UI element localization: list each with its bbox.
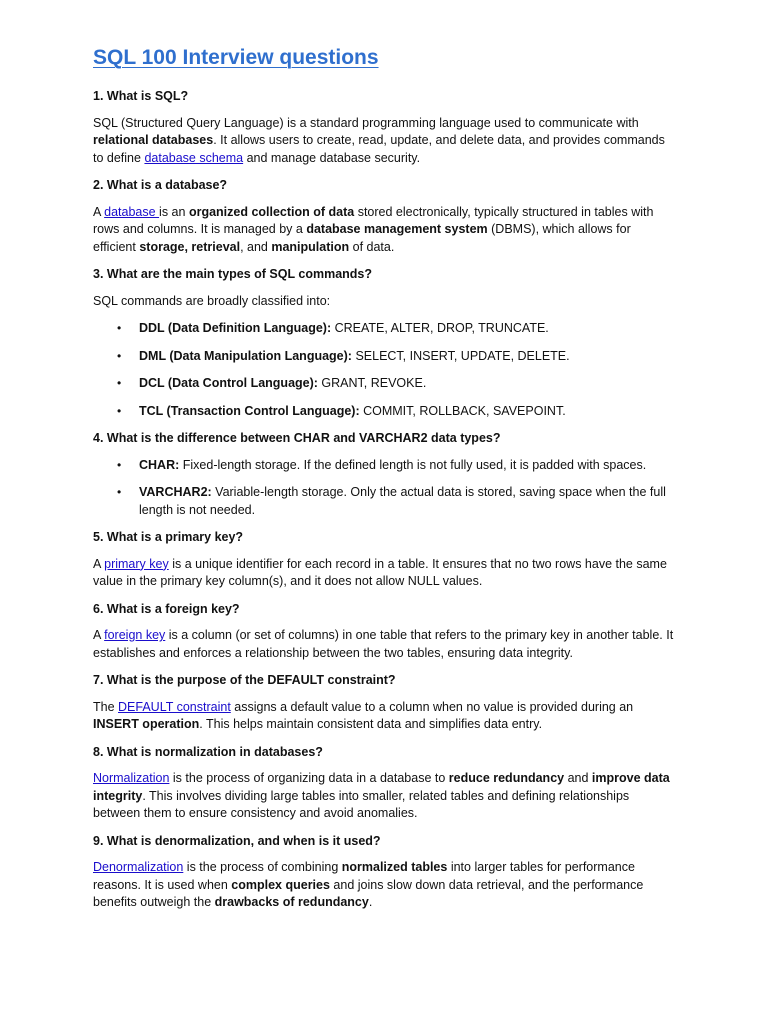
answer-paragraph-7: The DEFAULT constraint assigns a default value to a column when no value is provided during an INSERT operation. This helps maintain consistent data and simplifies data entry. xyxy=(93,699,634,731)
bullet-icon: • xyxy=(117,403,122,418)
answer-intro-3: SQL commands are broadly classified into: xyxy=(93,293,331,308)
bullet-icon: • xyxy=(117,376,122,390)
link-database[interactable]: database xyxy=(104,204,160,219)
bullet-icon: • xyxy=(117,321,122,335)
question-heading-8: 8. What is normalization in databases? xyxy=(93,744,323,759)
question-heading-5: 5. What is a primary key? xyxy=(93,530,244,544)
question-heading-2: 2. What is a database? xyxy=(93,178,228,192)
answer-paragraph-5: A primary key is a unique identifier for each record in a table. It ensures that no two rows have the same value in the primary key column(s), and it does not allow NULL values. xyxy=(93,556,667,588)
answer-paragraph-6: A foreign key is a column (or set of columns) in one table that refers to the primary key in another table. It establishes and enforces a relationship between the two tables, ensuring data integrity. xyxy=(93,628,674,660)
question-heading-4: 4. What is the difference between CHAR and VARCHAR2 data types? xyxy=(93,431,501,445)
bold-text: INSERT operation xyxy=(93,717,200,731)
list-item: • CHAR: Fixed-length storage. If the defined length is not fully used, it is padded with spaces. xyxy=(139,457,676,475)
link-default-constraint[interactable]: DEFAULT constraint xyxy=(118,699,231,714)
bold-text: drawbacks of redundancy xyxy=(214,895,369,909)
bold-text: normalized tables xyxy=(341,860,448,874)
list-item: • VARCHAR2: Variable-length storage. Only the actual data is stored, saving space when the full length is not needed. xyxy=(117,485,666,517)
bold-text: manipulation xyxy=(271,239,350,254)
char-varchar-list xyxy=(93,457,676,520)
bold-text: improve data integrity xyxy=(93,771,670,803)
question-heading-3: 3. What are the main types of SQL commands? xyxy=(93,267,372,281)
bullet-icon: • xyxy=(117,485,122,499)
question-heading-7: 7. What is the purpose of the DEFAULT constraint? xyxy=(93,673,396,687)
list-item: • DML (Data Manipulation Language): SELECT, INSERT, UPDATE, DELETE. xyxy=(139,348,676,366)
link-database-schema[interactable]: database schema xyxy=(144,150,244,165)
question-heading-6: 6. What is a foreign key? xyxy=(93,601,240,616)
list-item: • TCL (Transaction Control Language): COMMIT, ROLLBACK, SAVEPOINT. xyxy=(139,403,676,421)
bullet-icon: • xyxy=(117,457,122,472)
bullet-icon: • xyxy=(117,348,122,363)
bold-text: database management system xyxy=(306,222,488,236)
sql-command-types-list xyxy=(93,320,676,420)
bold-text: relational databases xyxy=(93,133,214,147)
answer-paragraph-8: Normalization is the process of organizing data in a database to reduce redundancy and improve data integrity. This involves dividing large tables into smaller, related tables and defining relationships between them to ensure consistency and avoid anomalies. xyxy=(93,771,670,820)
answer-paragraph-2: A database is an organized collection of data stored electronically, typically structured in tables with rows and columns. It is managed by a database management system (DBMS), which allows for efficient storage, retrieval, and manipulation of data. xyxy=(93,204,654,254)
question-heading-1: 1. What is SQL? xyxy=(93,89,189,103)
list-item: • DCL (Data Control Language): GRANT, REVOKE. xyxy=(139,375,676,393)
page-title: SQL 100 Interview questions xyxy=(93,46,379,69)
link-normalization[interactable]: Normalization xyxy=(93,771,170,785)
link-denormalization[interactable]: Denormalization xyxy=(93,860,184,874)
bold-text: storage, retrieval xyxy=(139,239,241,254)
bold-text: complex queries xyxy=(231,877,330,892)
link-foreign-key[interactable]: foreign key xyxy=(104,628,166,642)
bold-text: organized collection of data xyxy=(188,204,355,219)
list-item: • DDL (Data Definition Language): CREATE, ALTER, DROP, TRUNCATE. xyxy=(139,320,676,338)
question-heading-9: 9. What is denormalization, and when is it used? xyxy=(93,833,381,848)
link-primary-key[interactable]: primary key xyxy=(104,556,169,571)
answer-paragraph-1: SQL (Structured Query Language) is a standard programming language used to communicate with relational databases. It allows users to create, read, update, and delete data, and provides commands to define database schema and manage database security. xyxy=(93,115,665,165)
answer-paragraph-9: Denormalization is the process of combining normalized tables into larger tables for performance reasons. It is used when complex queries and joins slow down data retrieval, and the performance benefits outweigh the drawbacks of redundancy. xyxy=(93,860,644,909)
bold-text: reduce redundancy xyxy=(448,771,565,785)
